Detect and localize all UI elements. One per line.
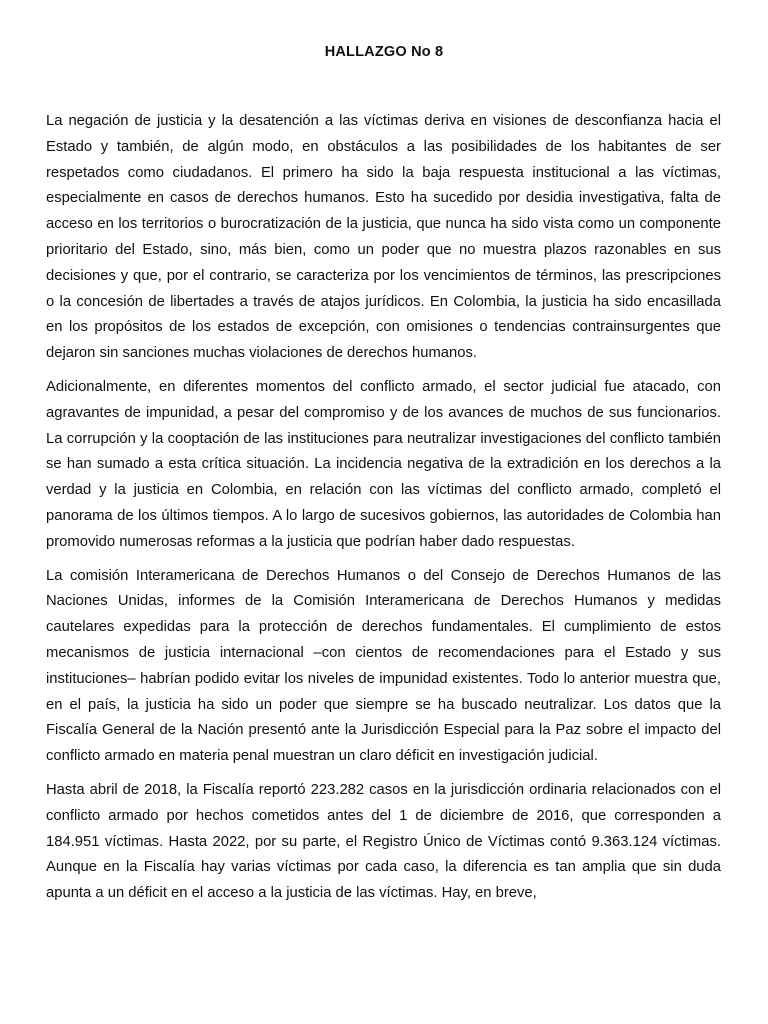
paragraph-3: La comisión Interamericana de Derechos Humanos o del Consejo de Derechos Humanos de las Naciones Unidas, informes de la Comisión Interamericana de Derechos Humanos y medidas cautelares expedidas para la protección de derechos fundamentales. El cumplimiento de estos mecanismos de justicia internacional –con cientos de recomendaciones para el Estado y sus instituciones– habrían podido evitar los niveles de impunidad existentes. Todo lo anterior muestra que, en el país, la justicia ha sido un poder que siempre se ha buscado neutralizar. Los datos que la Fiscalía General de la Nación presentó ante la Jurisdicción Especial para la Paz sobre el impacto del conflicto armado en materia penal muestran un claro déficit en investigación judicial. xyxy=(46,567,721,765)
document-body xyxy=(46,109,721,915)
paragraph-2: Adicionalmente, en diferentes momentos del conflicto armado, el sector judicial fue atacado, con agravantes de impunidad, a pesar del compromiso y de los avances de muchos de sus funcionarios. La corrupción y la cooptación de las instituciones para neutralizar investigaciones del conflicto también se han sumado a esta crítica situación. La incidencia negativa de la extradición en los derechos a la verdad y la justicia en Colombia, en relación con las víctimas del conflicto armado, completó el panorama de los últimos tiempos. A lo largo de sucesivos gobiernos, las autoridades de Colombia han promovido numerosas reformas a la justicia que podrían haber dado respuestas. xyxy=(46,378,721,550)
paragraph-1: La negación de justicia y la desatención a las víctimas deriva en visiones de desconfianza hacia el Estado y también, de algún modo, en obstáculos a las posibilidades de los habitantes de ser respetados como ciudadanos. El primero ha sido la baja respuesta institucional a las víctimas, especialmente en casos de derechos humanos. Esto ha sucedido por desidia investigativa, falta de acceso en los territorios o burocratización de la justicia, que nunca ha sido vista como un componente prioritario del Estado, sino, más bien, como un poder que no muestra plazos razonables en sus decisiones y que, por el contrario, se caracteriza por los vencimientos de términos, las prescripciones o la concesión de libertades a través de atajos jurídicos. En Colombia, la justicia ha sido encasillada en los propósitos de los estados de excepción, con omisiones o tendencias contrainsurgentes que dejaron sin sanciones muchas violaciones de derechos humanos. xyxy=(46,113,721,362)
paragraph-4: Hasta abril de 2018, la Fiscalía reportó 223.282 casos en la jurisdicción ordinaria relacionados con el conflicto armado por hechos cometidos antes del 1 de diciembre de 2016, que corresponden a 184.951 víctimas. Hasta 2022, por su parte, el Registro Único de Víctimas contó 9.363.124 víctimas. Aunque en la Fiscalía hay varias víctimas por cada caso, la diferencia es tan amplia que sin duda apunta a un déficit en el acceso a la justicia de las víctimas. Hay, en breve, xyxy=(46,781,721,902)
document-title: HALLAZGO No 8 xyxy=(324,44,444,60)
